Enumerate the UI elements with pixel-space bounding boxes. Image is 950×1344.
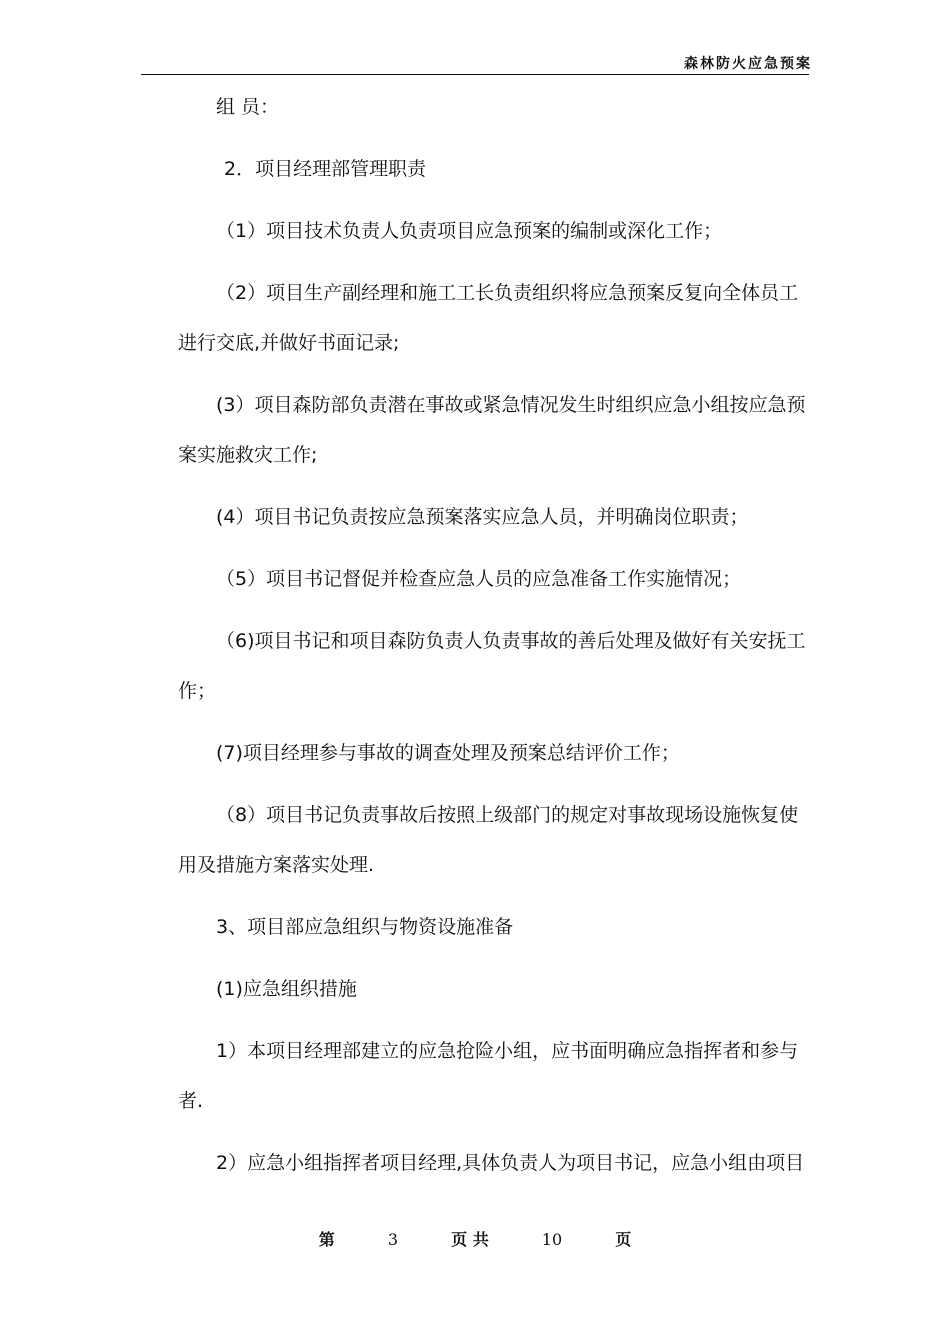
paragraph-section-3-heading: 3、项目部应急组织与物资设施准备 [216, 916, 514, 938]
paragraph-item-1: 1）本项目经理部建立的应急抢险小组，应书面明确应急指挥者和参与者. [178, 1040, 799, 1112]
paragraph-duty-8: （8）项目书记负责事故后按照上级部门的规定对事故现场设施恢复使用及措施方案落实处理. [178, 804, 799, 876]
document-body [178, 82, 810, 1200]
paragraph-duty-7: (7)项目经理参与事故的调查处理及预案总结评价工作； [216, 742, 680, 764]
footer-suffix: 页 [615, 1230, 632, 1249]
paragraph-duty-2: （2）项目生产副经理和施工工长负责组织将应急预案反复向全体员工进行交底,并做好书面记录; [178, 282, 799, 354]
paragraph-duty-1: （1）项目技术负责人负责项目应急预案的编制或深化工作； [216, 220, 723, 242]
footer-total-pages: 10 [541, 1230, 563, 1249]
footer-prefix: 第 [318, 1230, 335, 1249]
header-rule [141, 74, 809, 75]
paragraph-section-2-heading: 2．项目经理部管理职责 [224, 158, 427, 180]
paragraph-duty-5: （5）项目书记督促并检查应急人员的应急准备工作实施情况； [216, 568, 742, 590]
paragraph-item-2: 2）应急小组指挥者项目经理,具体负责人为项目书记，应急小组由项目 [216, 1152, 805, 1174]
footer-middle: 页 共 [451, 1230, 489, 1249]
paragraph-duty-3: (3）项目森防部负责潜在事故或紧急情况发生时组织应急小组按应急预案实施救灾工作; [178, 394, 806, 466]
paragraph-subsection-1-heading: (1)应急组织措施 [216, 978, 357, 1000]
paragraph-duty-4: (4）项目书记负责按应急预案落实应急人员，并明确岗位职责； [216, 506, 749, 528]
paragraph-duty-6: （6)项目书记和项目森防负责人负责事故的善后处理及做好有关安抚工作； [178, 630, 806, 702]
paragraph-members: 组 员： [216, 96, 280, 118]
header-title: 森林防火应急预案 [684, 56, 812, 72]
footer-current-page: 3 [387, 1230, 399, 1249]
page-footer [0, 1227, 950, 1250]
